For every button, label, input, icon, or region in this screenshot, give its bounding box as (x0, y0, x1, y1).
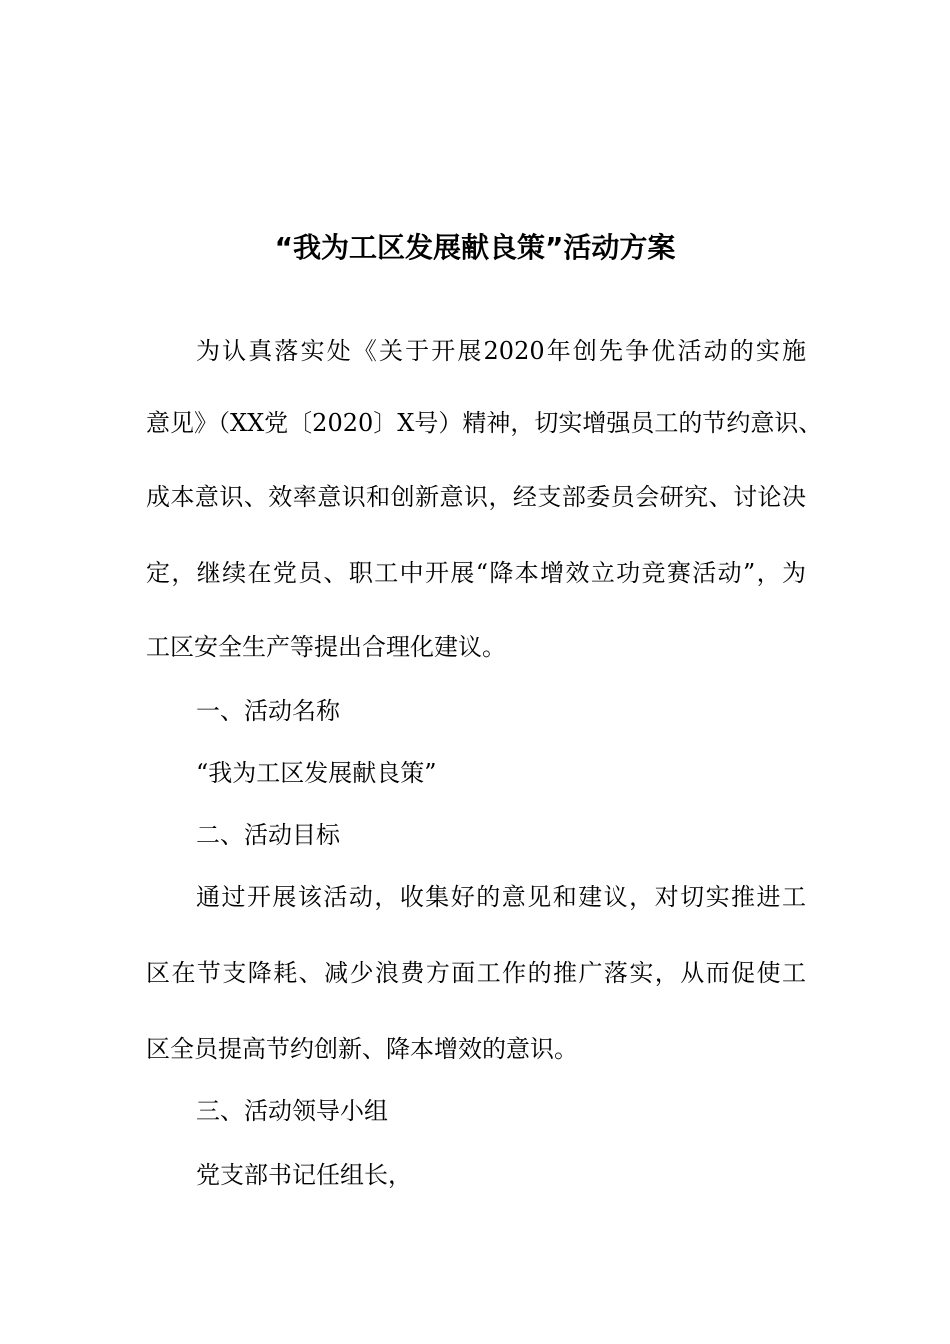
paragraph-line: 成本意识、效率意识和创新意识，经支部委员会研究、讨论决 (146, 483, 806, 511)
section-heading: 三、活动领导小组 (196, 1097, 388, 1125)
paragraph-line: “我为工区发展献良策” (196, 759, 437, 787)
paragraph-line: 党支部书记任组长， (196, 1161, 412, 1189)
paragraph-line: 通过开展该活动，收集好的意见和建议，对切实推进工 (196, 883, 806, 911)
paragraph-line: 工区安全生产等提出合理化建议。 (146, 633, 506, 661)
paragraph-line: 区全员提高节约创新、降本增效的意识。 (146, 1035, 578, 1063)
section-heading: 二、活动目标 (196, 821, 340, 849)
paragraph-line: 定，继续在党员、职工中开展“降本增效立功竞赛活动”，为 (146, 559, 806, 587)
paragraph-line: 意见》（XX党〔2020〕X号）精神，切实增强员工的节约意识、 (146, 409, 823, 437)
document-title: “我为工区发展献良策”活动方案 (274, 231, 676, 264)
section-heading: 一、活动名称 (196, 697, 340, 725)
paragraph-line: 区在节支降耗、减少浪费方面工作的推广落实，从而促使工 (146, 959, 806, 987)
paragraph-line: 为认真落实处《关于开展2020年创先争优活动的实施 (196, 337, 806, 365)
